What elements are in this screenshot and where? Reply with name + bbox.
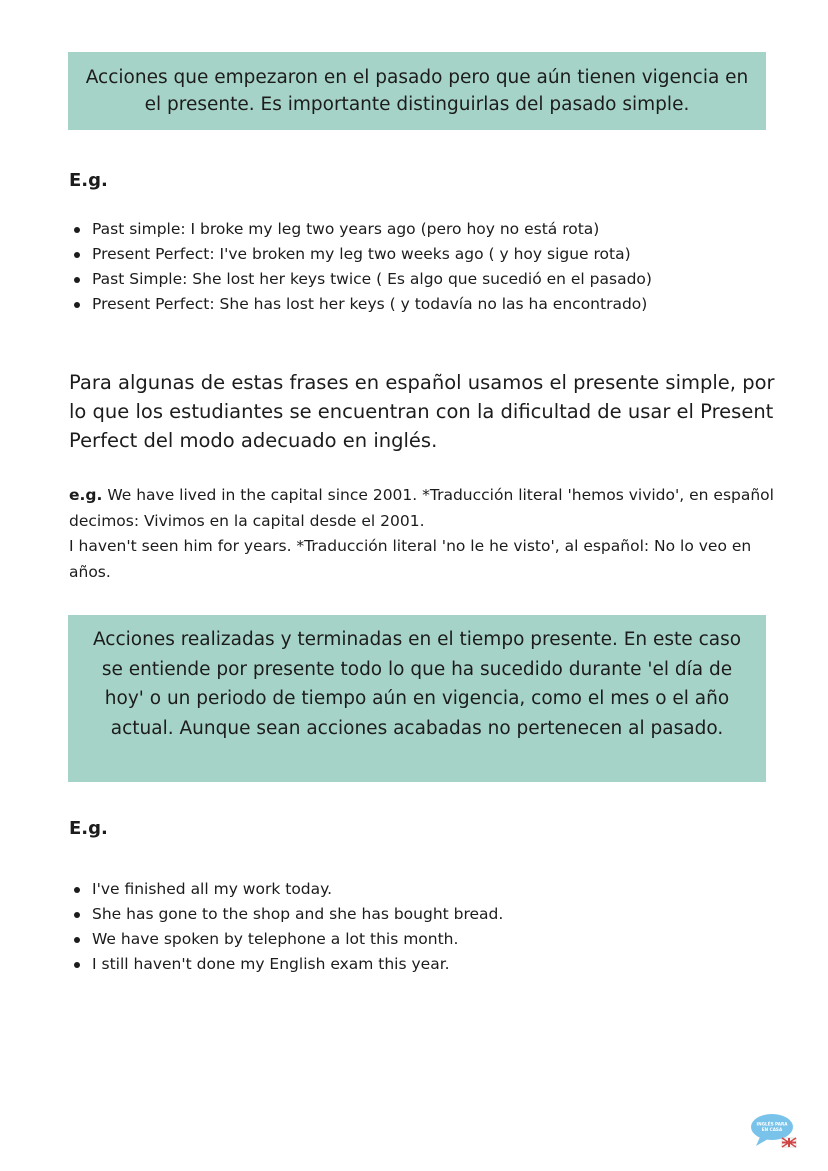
example-line-1: We have lived in the capital since 2001. *Traducción literal 'hemos vivido', en español decimos: Vivimos en la capital desde el 2001. — [69, 486, 774, 530]
list-item: Past Simple: She lost her keys twice ( Es algo que sucedió en el pasado) — [69, 267, 789, 292]
list-item: Past simple: I broke my leg two years ago (pero hoy no está rota) — [69, 217, 789, 242]
example-list-2 — [69, 877, 789, 977]
explanation-paragraph: Para algunas de estas frases en español usamos el presente simple, por lo que los estudiantes se encuentran con la dificultad de usar el Present Perfect del modo adecuado en inglés. — [69, 371, 775, 452]
list-item: I've finished all my work today. — [69, 877, 789, 902]
example-lead: e.g. — [69, 486, 103, 504]
example-list-1 — [69, 217, 789, 317]
list-item: Present Perfect: I've broken my leg two weeks ago ( y hoy sigue rota) — [69, 242, 789, 267]
example-paragraph — [69, 483, 784, 585]
list-item: She has gone to the shop and she has bought bread. — [69, 902, 789, 927]
definition-box-1 — [68, 52, 766, 130]
list-item: Present Perfect: She has lost her keys ( y todavía no las ha encontrado) — [69, 292, 789, 317]
list-item: I still haven't done my English exam this year. — [69, 952, 789, 977]
example-line-2: I haven't seen him for years. *Traducción literal 'no le he visto', al español: No lo veo en años. — [69, 537, 752, 581]
logo-text-2: EN CASA — [761, 1127, 783, 1132]
example-heading-2: E.g. — [69, 818, 108, 839]
example-heading-1: E.g. — [69, 170, 108, 191]
brand-logo-icon — [748, 1110, 798, 1150]
logo-text-1: INGLÉS PARA — [756, 1121, 788, 1127]
definition-text-2: Acciones realizadas y terminadas en el tiempo presente. En este caso se entiende por presente todo lo que ha sucedido durante 'el día de hoy' o un periodo de tiempo aún en vigencia, como el mes o el año actual. Aunque sean acciones acabadas no pertenecen al pasado. — [92, 629, 742, 739]
list-item: We have spoken by telephone a lot this month. — [69, 927, 789, 952]
definition-text-1: Acciones que empezaron en el pasado pero que aún tienen vigencia en el presente. Es importante distinguirlas del pasado simple. — [85, 67, 749, 115]
definition-box-2 — [68, 615, 766, 782]
